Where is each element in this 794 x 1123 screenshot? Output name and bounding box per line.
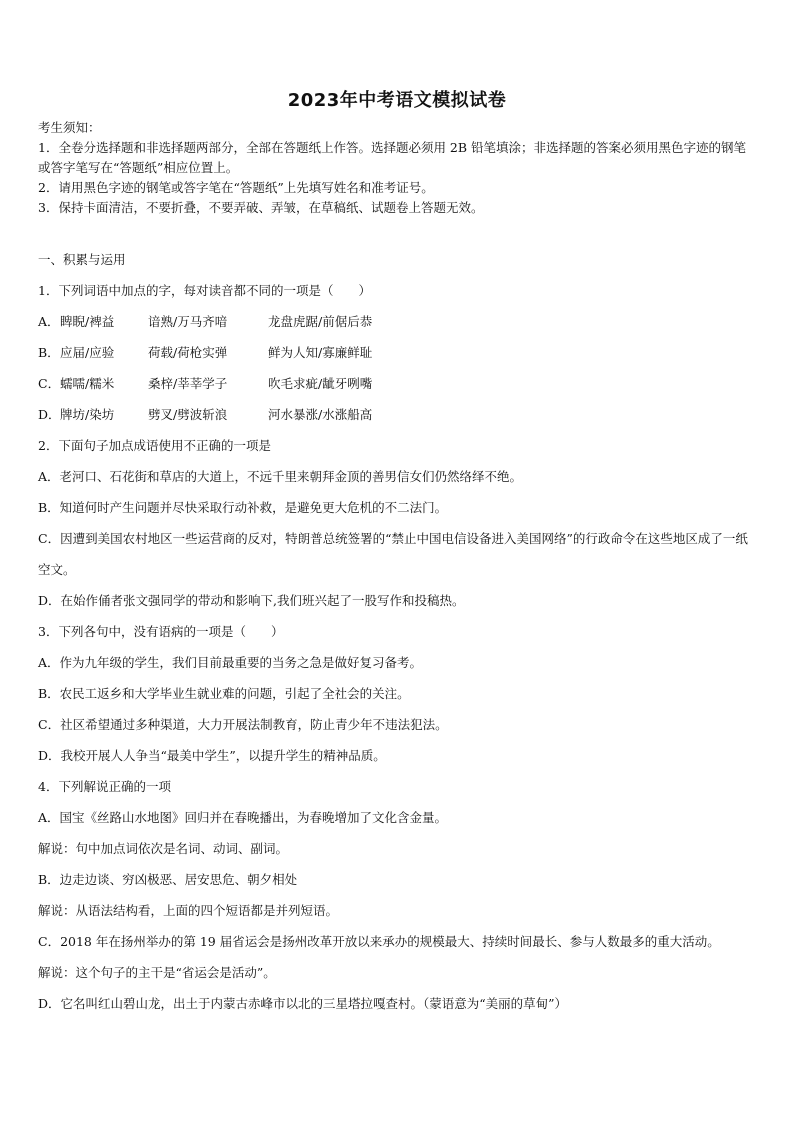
- notice-item: 2．请用黑色字迹的钢笔或答字笔在“答题纸”上先填写姓名和准考证号。: [38, 180, 434, 195]
- question-4-line: 解说：从语法结构看，上面的四个短语都是并列短语。: [38, 903, 339, 918]
- option-word: 蠕嚅/糯米: [60, 376, 115, 391]
- option-word: 荷载/荷枪实弹: [148, 345, 228, 360]
- option-word: 睥睨/裨益: [60, 314, 115, 329]
- question-4-line: C．2018 年在扬州举办的第 19 届省运会是扬州改革开放以来承办的规模最大、持续时间最长、参与人数最多的重大活动。: [38, 934, 720, 949]
- question-1-option-c: [38, 368, 758, 399]
- question-1-stem: 1．下列词语中加点的字，每对读音都不同的一项是（ ）: [38, 283, 371, 298]
- exam-body: [38, 244, 758, 1019]
- option-label: D．: [38, 407, 61, 422]
- option-word: 鲜为人知/寡廉鲜耻: [268, 345, 373, 360]
- question-3-stem: 3．下列各句中，没有语病的一项是（ ）: [38, 624, 284, 639]
- question-4-line: A．国宝《丝路山水地图》回归并在春晚播出，为春晚增加了文化含金量。: [38, 810, 448, 825]
- question-4-line: B．边走边谈、穷凶极恶、居安思危、朝夕相处: [38, 872, 298, 887]
- notice-item: 3．保持卡面清洁，不要折叠，不要弄破、弄皱，在草稿纸、试题卷上答题无效。: [38, 200, 484, 215]
- question-4-line: 解说：这个句子的主干是“省运会是活动”。: [38, 965, 276, 980]
- question-4-stem: 4．下列解说正确的一项: [38, 779, 171, 794]
- page-title: 2023年中考语文模拟试卷: [287, 90, 507, 111]
- question-2-option: B．知道何时产生问题并尽快采取行动补救，是避免更大危机的不二法门。: [38, 500, 448, 515]
- question-3-option: B．农民工返乡和大学毕业生就业难的问题，引起了全社会的关注。: [38, 686, 410, 701]
- section-heading: 一、积累与运用: [38, 252, 126, 267]
- question-2-option: C．因遭到美国农村地区一些运营商的反对，特朗普总统签署的“禁止中国电信设备进入美国网络”的行政命令在这些地区成了一纸空文。: [38, 531, 748, 577]
- notice-heading: 考生须知：: [38, 120, 101, 135]
- option-word: 龙盘虎踞/前倨后恭: [268, 314, 373, 329]
- option-word: 谙熟/万马齐喑: [148, 314, 228, 329]
- question-2-option: D．在始作俑者张文强同学的带动和影响下,我们班兴起了一股写作和投稿热。: [38, 593, 465, 608]
- question-1-option-b: [38, 337, 758, 368]
- option-word: 河水暴涨/水涨船高: [268, 407, 373, 422]
- option-word: 吹毛求疵/龇牙咧嘴: [268, 376, 373, 391]
- option-label: A．: [38, 314, 60, 329]
- question-1-option-a: [38, 306, 758, 337]
- question-4-line: D．它名叫红山碧山龙，出土于内蒙古赤峰市以北的三星塔拉嘎查村。（蒙语意为“美丽的草甸”）: [38, 996, 568, 1011]
- question-3-option: D．我校开展人人争当“最美中学生”，以提升学生的精神品质。: [38, 748, 386, 763]
- question-2-option: A．老河口、石花街和草店的大道上，不远千里来朝拜金顶的善男信女们仍然络绎不绝。: [38, 469, 523, 484]
- option-word: 应届/应验: [60, 345, 115, 360]
- notice-item: 1．全卷分选择题和非选择题两部分，全部在答题纸上作答。选择题必须用 2B 铅笔填涂；非选择题的答案必须用黑色字迹的钢笔或答字笔写在“答题纸”相应位置上。: [38, 140, 747, 175]
- option-word: 劈叉/劈波斩浪: [148, 407, 228, 422]
- question-3-option: C．社区希望通过多种渠道，大力开展法制教育，防止青少年不违法犯法。: [38, 717, 448, 732]
- question-1-option-d: [38, 399, 758, 430]
- option-label: B．: [38, 345, 60, 360]
- question-4-line: 解说：句中加点词依次是名词、动词、副词。: [38, 841, 289, 856]
- option-word: 桑梓/莘莘学子: [148, 376, 228, 391]
- question-2-stem: 2．下面句子加点成语使用不正确的一项是: [38, 438, 271, 453]
- option-label: C．: [38, 376, 61, 391]
- question-3-option: A．作为九年级的学生，我们目前最重要的当务之急是做好复习备考。: [38, 655, 423, 670]
- option-word: 牌坊/染坊: [60, 407, 115, 422]
- exam-notice: [38, 118, 758, 218]
